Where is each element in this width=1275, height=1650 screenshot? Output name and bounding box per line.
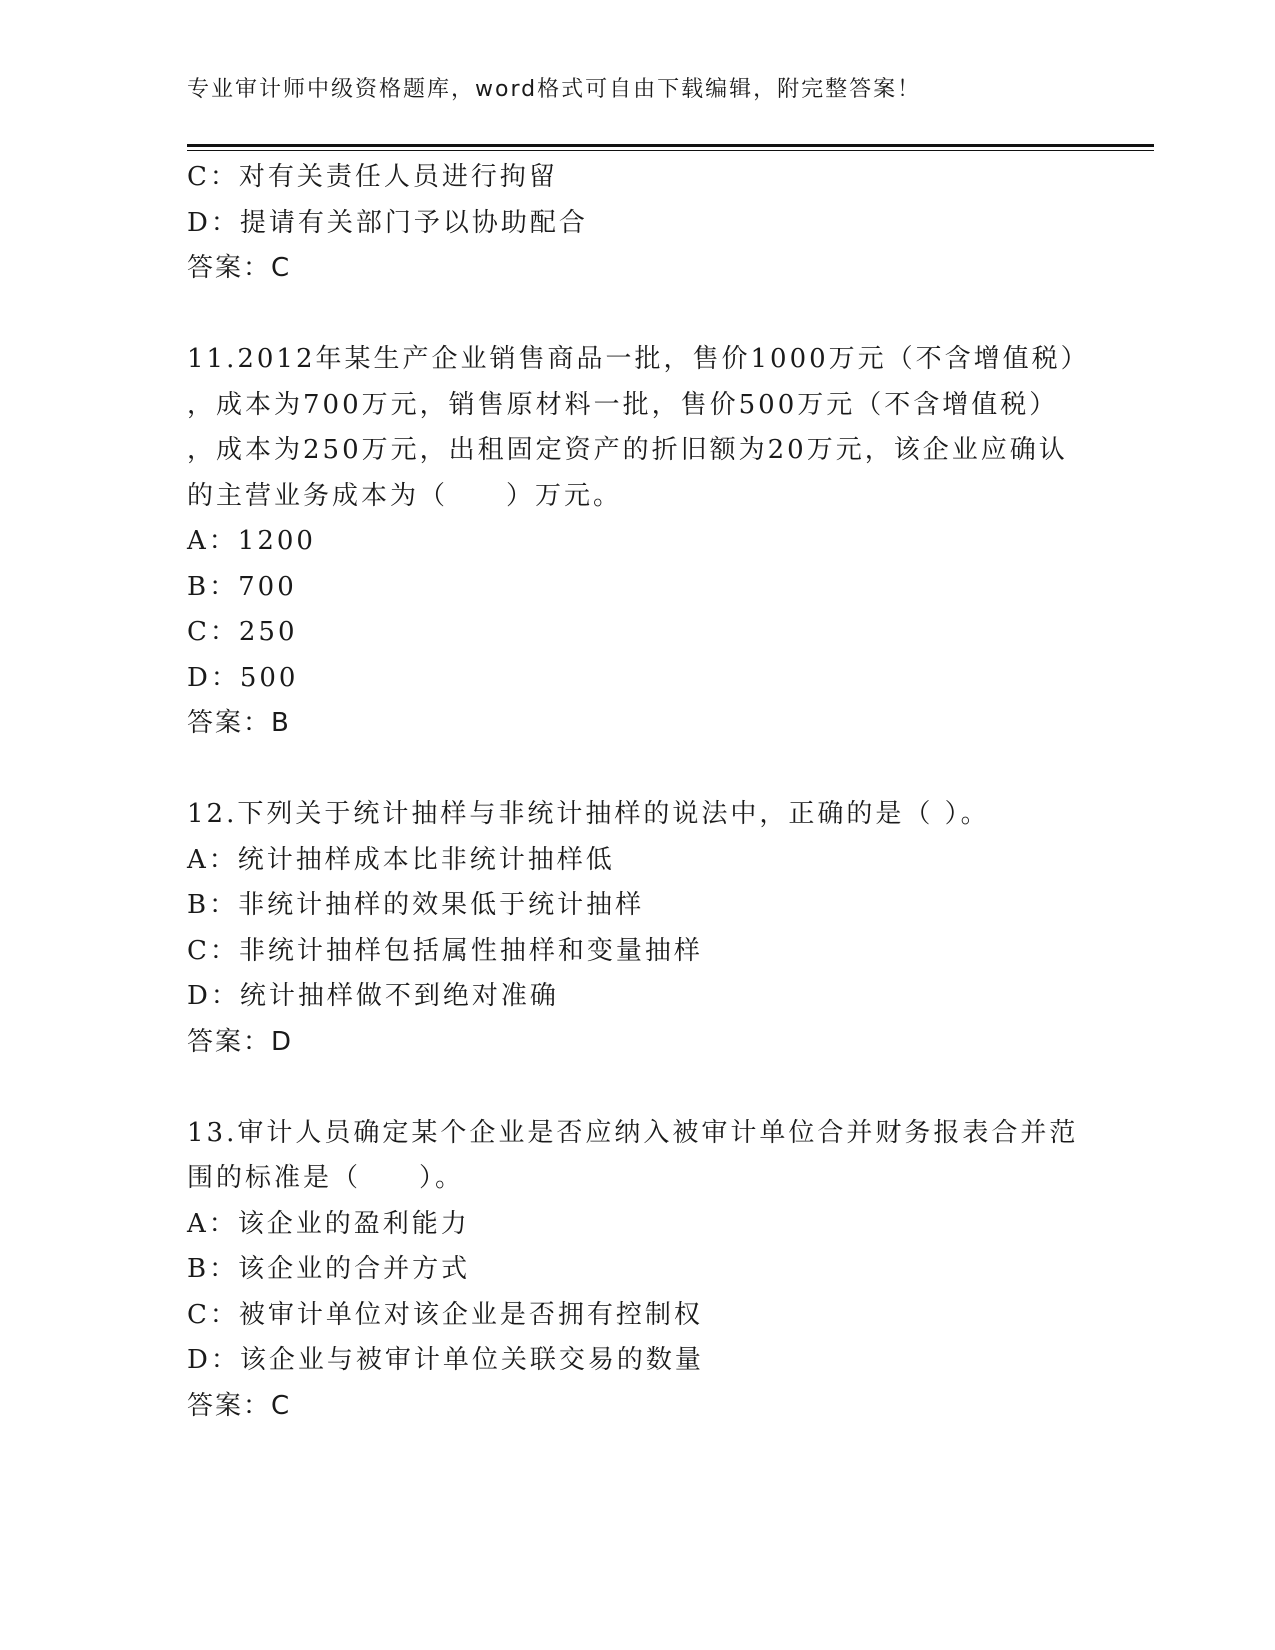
option-b: B：该企业的合并方式 bbox=[187, 1254, 471, 1284]
question-10 bbox=[187, 155, 1087, 292]
option-d: D：500 bbox=[187, 662, 299, 693]
question-stem: 围的标准是（ ）。 bbox=[187, 1163, 465, 1193]
option-b: B：非统计抽样的效果低于统计抽样 bbox=[187, 890, 645, 920]
spacer bbox=[187, 292, 1087, 338]
option-c: C：250 bbox=[187, 617, 298, 647]
spacer bbox=[187, 1065, 1087, 1111]
question-12 bbox=[187, 792, 1087, 1065]
option-a: A：统计抽样成本比非统计抽样低 bbox=[187, 844, 615, 875]
answer-line: 答案：C bbox=[187, 253, 292, 283]
question-stem: 12.下列关于统计抽样与非统计抽样的说法中，正确的是（ ）。 bbox=[187, 799, 990, 829]
page-header-title: 专业审计师中级资格题库，word格式可自由下载编辑，附完整答案！ bbox=[187, 77, 922, 102]
option-a: A：1200 bbox=[187, 526, 316, 556]
answer-line: 答案：D bbox=[187, 1026, 294, 1057]
question-stem: ，成本为250万元，出租固定资产的折旧额为20万元，该企业应确认 bbox=[187, 435, 1068, 465]
question-13 bbox=[187, 1111, 1087, 1430]
answer-line: 答案：C bbox=[187, 1390, 292, 1421]
option-c: C：非统计抽样包括属性抽样和变量抽样 bbox=[187, 935, 703, 966]
question-stem: ，成本为700万元，销售原材料一批，售价500万元（不含增值税） bbox=[187, 389, 1059, 420]
option-c: C：对有关责任人员进行拘留 bbox=[187, 162, 558, 192]
option-d: D：该企业与被审计单位关联交易的数量 bbox=[187, 1345, 704, 1375]
option-b: B：700 bbox=[187, 571, 297, 602]
option-a: A：该企业的盈利能力 bbox=[187, 1208, 470, 1239]
question-stem: 13.审计人员确定某个企业是否应纳入被审计单位合并财务报表合并范 bbox=[187, 1117, 1079, 1148]
spacer bbox=[187, 747, 1087, 793]
header-rule-thick bbox=[187, 144, 1154, 147]
option-c: C：被审计单位对该企业是否拥有控制权 bbox=[187, 1299, 703, 1330]
question-stem: 的主营业务成本为（ ）万元。 bbox=[187, 480, 623, 511]
option-d: D：统计抽样做不到绝对准确 bbox=[187, 981, 559, 1011]
header-rule-thin bbox=[187, 150, 1154, 151]
option-d: D：提请有关部门予以协助配合 bbox=[187, 207, 588, 238]
question-stem: 11.2012年某生产企业销售商品一批，售价1000万元（不含增值税） bbox=[187, 344, 1090, 374]
answer-line: 答案：B bbox=[187, 708, 291, 738]
question-11 bbox=[187, 337, 1090, 747]
question-list bbox=[187, 155, 1090, 1429]
